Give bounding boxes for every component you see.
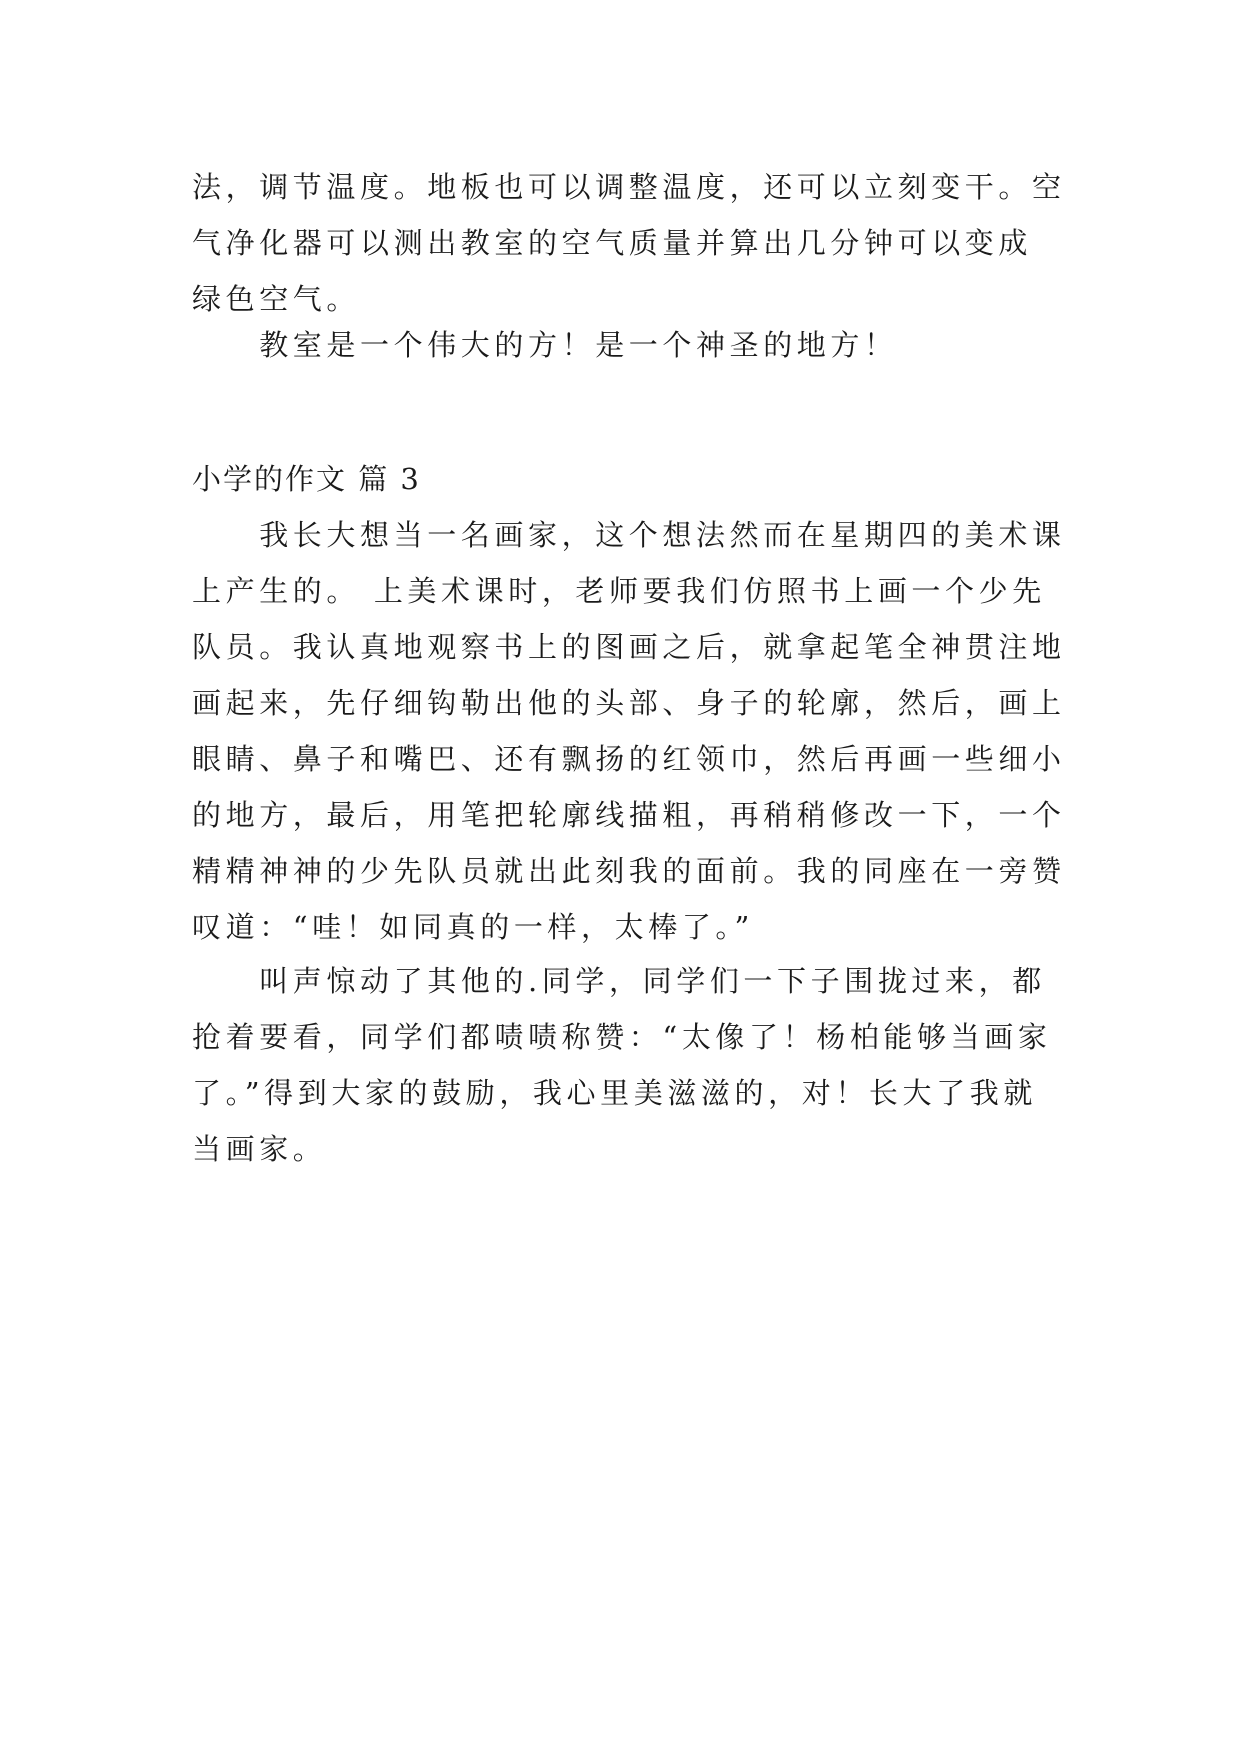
paragraph-line: 的地方，最后，用笔把轮廓线描粗，再稍稍修改一下，一个 xyxy=(192,798,1066,832)
paragraph-line: 教室是一个伟大的方！是一个神圣的地方！ xyxy=(192,328,898,362)
paragraph-line: 叫声惊动了其他的.同学，同学们一下子围拢过来，都 xyxy=(192,964,1046,998)
paragraph-line: 精精神神的少先队员就出此刻我的面前。我的同座在一旁赞 xyxy=(192,854,1066,888)
paragraph-line: 画起来，先仔细钩勒出他的头部、身子的轮廓，然后，画上 xyxy=(192,686,1066,720)
paragraph-line: 抢着要看，同学们都啧啧称赞：“太像了！杨柏能够当画家 xyxy=(192,1020,1052,1054)
paragraph-line: 当画家。 xyxy=(192,1132,327,1166)
paragraph-line: 绿色空气。 xyxy=(192,282,361,316)
paragraph-line: 上产生的。 上美术课时，老师要我们仿照书上画一个少先 xyxy=(192,574,1046,608)
section-heading: 小学的作文 篇 3 xyxy=(192,462,421,496)
paragraph-line: 眼睛、鼻子和嘴巴、还有飘扬的红领巾，然后再画一些细小 xyxy=(192,742,1066,776)
paragraph-line: 我长大想当一名画家，这个想法然而在星期四的美术课 xyxy=(192,518,1066,552)
paragraph-line: 气净化器可以测出教室的空气质量并算出几分钟可以变成 xyxy=(192,226,1033,260)
paragraph-3 xyxy=(192,507,1066,955)
paragraph-2 xyxy=(192,317,1054,373)
paragraph-1 xyxy=(192,159,1066,327)
paragraph-4 xyxy=(192,953,1054,1177)
paragraph-line: 叹道：“哇！如同真的一样，太棒了。” xyxy=(192,910,754,944)
paragraph-line: 法，调节温度。地板也可以调整温度，还可以立刻变干。空 xyxy=(192,170,1066,204)
paragraph-line: 队员。我认真地观察书上的图画之后，就拿起笔全神贯注地 xyxy=(192,630,1066,664)
paragraph-line: 了。”得到大家的鼓励，我心里美滋滋的，对！长大了我就 xyxy=(192,1076,1037,1110)
